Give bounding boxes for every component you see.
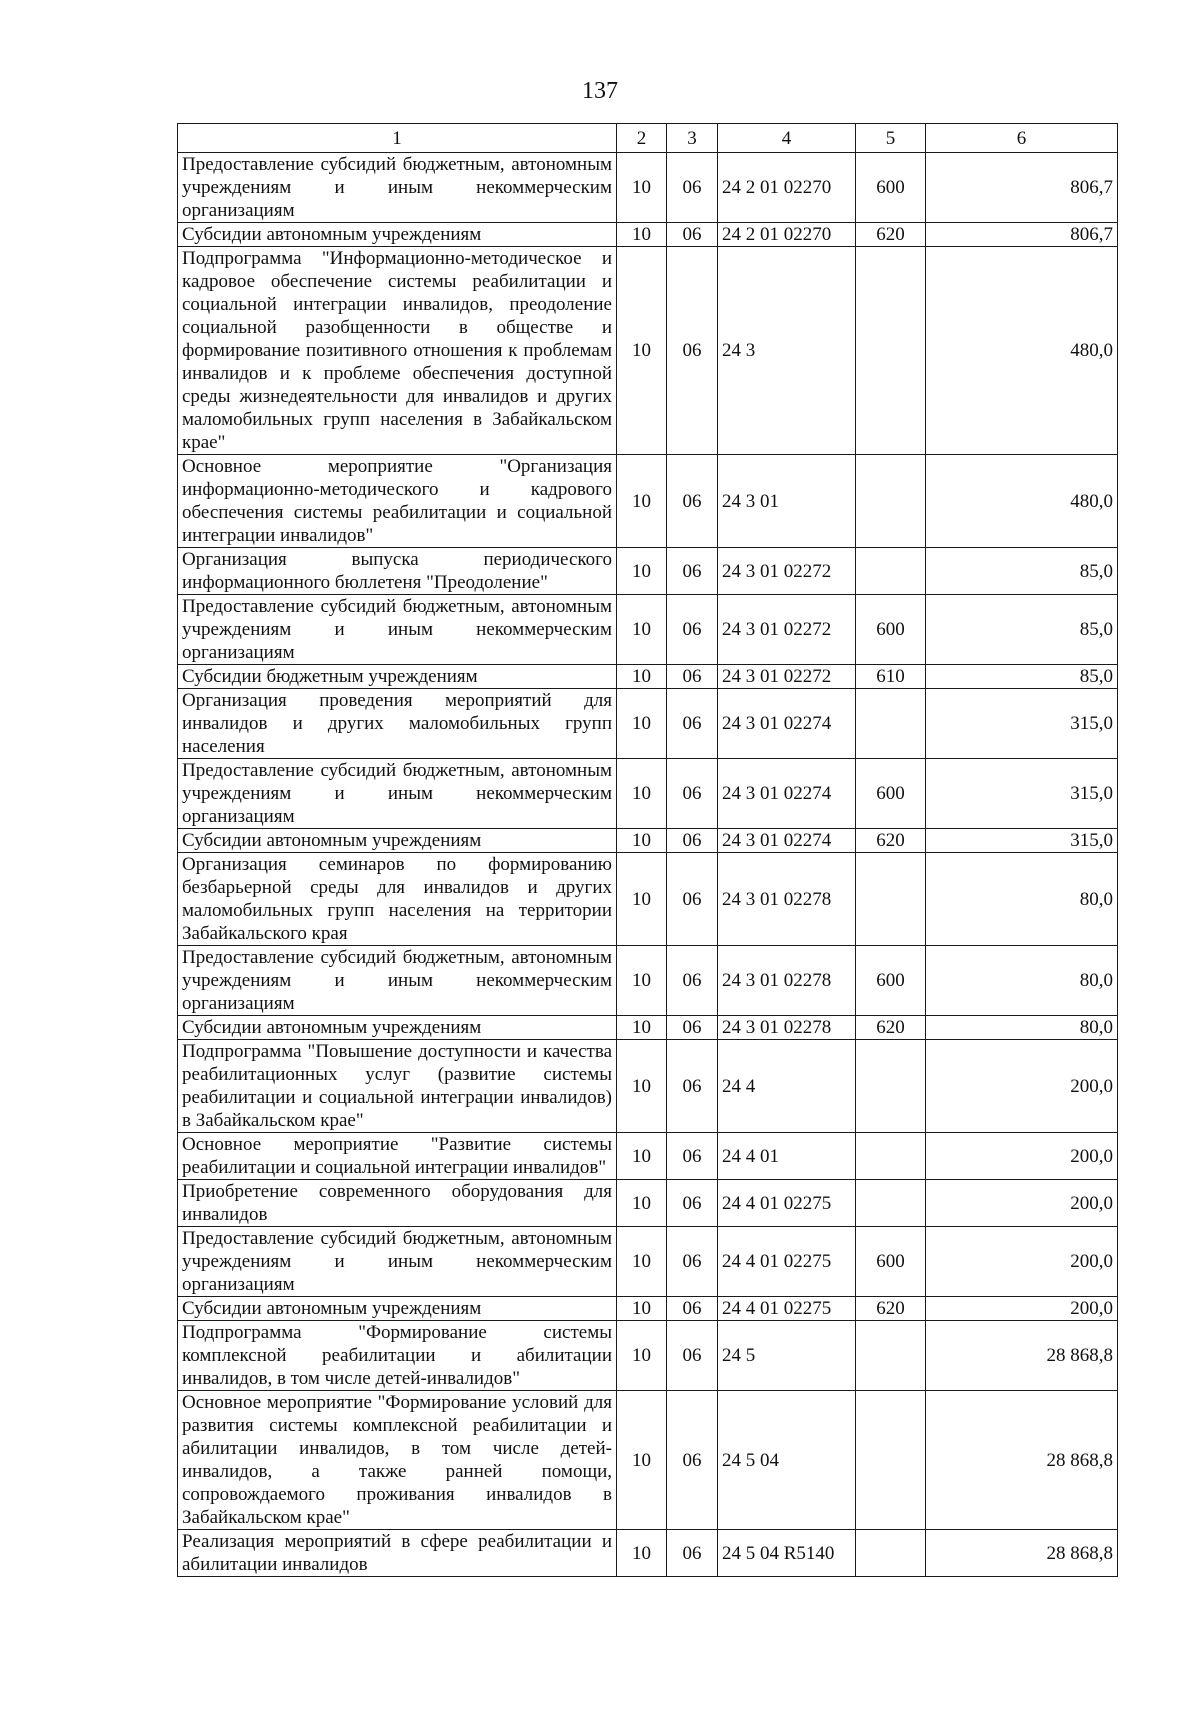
- table-row: [178, 1180, 1118, 1227]
- section-cell: 10: [617, 247, 667, 455]
- amount-cell: 480,0: [926, 455, 1118, 548]
- target-article-cell: 24 4 01 02275: [718, 1297, 856, 1321]
- amount-cell: 200,0: [926, 1297, 1118, 1321]
- table-row: [178, 548, 1118, 595]
- expense-type-cell: 620: [856, 829, 926, 853]
- expense-type-cell: [856, 247, 926, 455]
- expense-type-cell: [856, 689, 926, 759]
- budget-table: [177, 123, 1118, 1577]
- table-row: [178, 1297, 1118, 1321]
- row-name-cell: Организация выпуска периодического информационного бюллетеня "Преодоление": [178, 548, 617, 595]
- row-name-cell: Организация проведения мероприятий для инвалидов и других маломобильных групп населения: [178, 689, 617, 759]
- section-cell: 10: [617, 759, 667, 829]
- target-article-cell: 24 5: [718, 1321, 856, 1391]
- amount-cell: 28 868,8: [926, 1530, 1118, 1577]
- header-cell: 2: [617, 124, 667, 153]
- subsection-cell: 06: [667, 759, 718, 829]
- row-name-cell: Субсидии автономным учреждениям: [178, 1297, 617, 1321]
- target-article-cell: 24 4 01 02275: [718, 1180, 856, 1227]
- section-cell: 10: [617, 1297, 667, 1321]
- table-row: [178, 1391, 1118, 1530]
- header-row: [178, 124, 1118, 153]
- section-cell: 10: [617, 689, 667, 759]
- target-article-cell: 24 4: [718, 1040, 856, 1133]
- target-article-cell: 24 3 01 02272: [718, 548, 856, 595]
- target-article-cell: 24 2 01 02270: [718, 153, 856, 223]
- expense-type-cell: [856, 1530, 926, 1577]
- table-row: [178, 1321, 1118, 1391]
- section-cell: 10: [617, 1321, 667, 1391]
- row-name-cell: Предоставление субсидий бюджетным, автономным учреждениям и иным некоммерческим организациям: [178, 759, 617, 829]
- subsection-cell: 06: [667, 1297, 718, 1321]
- amount-cell: 806,7: [926, 153, 1118, 223]
- target-article-cell: 24 4 01 02275: [718, 1227, 856, 1297]
- row-name-cell: Предоставление субсидий бюджетным, автономным учреждениям и иным некоммерческим организациям: [178, 595, 617, 665]
- amount-cell: 28 868,8: [926, 1391, 1118, 1530]
- subsection-cell: 06: [667, 595, 718, 665]
- subsection-cell: 06: [667, 1040, 718, 1133]
- amount-cell: 80,0: [926, 1016, 1118, 1040]
- expense-type-cell: [856, 455, 926, 548]
- target-article-cell: 24 3 01 02274: [718, 759, 856, 829]
- row-name-cell: Предоставление субсидий бюджетным, автономным учреждениям и иным некоммерческим организациям: [178, 153, 617, 223]
- expense-type-cell: 620: [856, 223, 926, 247]
- section-cell: 10: [617, 1016, 667, 1040]
- table-row: [178, 946, 1118, 1016]
- table-body: [178, 124, 1118, 1577]
- expense-type-cell: [856, 1321, 926, 1391]
- target-article-cell: 24 5 04 R5140: [718, 1530, 856, 1577]
- row-name-cell: Субсидии автономным учреждениям: [178, 223, 617, 247]
- target-article-cell: 24 3 01 02274: [718, 829, 856, 853]
- subsection-cell: 06: [667, 853, 718, 946]
- target-article-cell: 24 2 01 02270: [718, 223, 856, 247]
- table-row: [178, 689, 1118, 759]
- expense-type-cell: 600: [856, 946, 926, 1016]
- target-article-cell: 24 3: [718, 247, 856, 455]
- row-name-cell: Основное мероприятие "Формирование условий для развития системы комплексной реабилитации и абилитации инвалидов, в том числе детей-инвалидов, а также ранней помощи, сопровождаемого проживания инвалидов в Забайкальском крае": [178, 1391, 617, 1530]
- page-number: 137: [582, 78, 618, 104]
- amount-cell: 80,0: [926, 946, 1118, 1016]
- row-name-cell: Организация семинаров по формированию безбарьерной среды для инвалидов и других маломобильных групп населения на территории Забайкальского края: [178, 853, 617, 946]
- subsection-cell: 06: [667, 1016, 718, 1040]
- subsection-cell: 06: [667, 1530, 718, 1577]
- subsection-cell: 06: [667, 1133, 718, 1180]
- target-article-cell: 24 5 04: [718, 1391, 856, 1530]
- table-row: [178, 247, 1118, 455]
- expense-type-cell: 600: [856, 759, 926, 829]
- amount-cell: 200,0: [926, 1227, 1118, 1297]
- amount-cell: 28 868,8: [926, 1321, 1118, 1391]
- section-cell: 10: [617, 1530, 667, 1577]
- row-name-cell: Предоставление субсидий бюджетным, автономным учреждениям и иным некоммерческим организациям: [178, 1227, 617, 1297]
- expense-type-cell: 600: [856, 153, 926, 223]
- target-article-cell: 24 3 01 02278: [718, 853, 856, 946]
- table-row: [178, 1133, 1118, 1180]
- row-name-cell: Приобретение современного оборудования для инвалидов: [178, 1180, 617, 1227]
- section-cell: 10: [617, 1180, 667, 1227]
- header-cell: 1: [178, 124, 617, 153]
- target-article-cell: 24 3 01 02272: [718, 595, 856, 665]
- table-row: [178, 1040, 1118, 1133]
- target-article-cell: 24 3 01 02278: [718, 1016, 856, 1040]
- row-name-cell: Основное мероприятие "Развитие системы реабилитации и социальной интеграции инвалидов": [178, 1133, 617, 1180]
- row-name-cell: Подпрограмма "Формирование системы комплексной реабилитации и абилитации инвалидов, в том числе детей-инвалидов": [178, 1321, 617, 1391]
- row-name-cell: Реализация мероприятий в сфере реабилитации и абилитации инвалидов: [178, 1530, 617, 1577]
- section-cell: 10: [617, 153, 667, 223]
- header-cell: 3: [667, 124, 718, 153]
- expense-type-cell: 620: [856, 1016, 926, 1040]
- header-cell: 5: [856, 124, 926, 153]
- expense-type-cell: [856, 1391, 926, 1530]
- amount-cell: 200,0: [926, 1180, 1118, 1227]
- table-row: [178, 595, 1118, 665]
- subsection-cell: 06: [667, 689, 718, 759]
- table-row: [178, 759, 1118, 829]
- header-cell: 4: [718, 124, 856, 153]
- row-name-cell: Основное мероприятие "Организация информационно-методического и кадрового обеспечения системы реабилитации и социальной интеграции инвалидов": [178, 455, 617, 548]
- subsection-cell: 06: [667, 548, 718, 595]
- section-cell: 10: [617, 829, 667, 853]
- table-row: [178, 455, 1118, 548]
- expense-type-cell: 600: [856, 595, 926, 665]
- amount-cell: 315,0: [926, 689, 1118, 759]
- section-cell: 10: [617, 595, 667, 665]
- target-article-cell: 24 3 01 02272: [718, 665, 856, 689]
- subsection-cell: 06: [667, 247, 718, 455]
- subsection-cell: 06: [667, 1227, 718, 1297]
- amount-cell: 200,0: [926, 1040, 1118, 1133]
- amount-cell: 480,0: [926, 247, 1118, 455]
- row-name-cell: Предоставление субсидий бюджетным, автономным учреждениям и иным некоммерческим организациям: [178, 946, 617, 1016]
- amount-cell: 85,0: [926, 548, 1118, 595]
- section-cell: 10: [617, 853, 667, 946]
- subsection-cell: 06: [667, 153, 718, 223]
- section-cell: 10: [617, 665, 667, 689]
- subsection-cell: 06: [667, 1180, 718, 1227]
- row-name-cell: Подпрограмма "Информационно-методическое и кадровое обеспечение системы реабилитации и социальной интеграции инвалидов, преодоление социальной разобщенности в обществе и формирование позитивного отношения к проблемам инвалидов и к проблеме обеспечения доступной среды жизнедеятельности для инвалидов и других маломобильных групп населения в Забайкальском крае": [178, 247, 617, 455]
- expense-type-cell: [856, 1180, 926, 1227]
- amount-cell: 200,0: [926, 1133, 1118, 1180]
- row-name-cell: Субсидии автономным учреждениям: [178, 1016, 617, 1040]
- section-cell: 10: [617, 1040, 667, 1133]
- header-cell: 6: [926, 124, 1118, 153]
- table-row: [178, 853, 1118, 946]
- amount-cell: 806,7: [926, 223, 1118, 247]
- table-row: [178, 153, 1118, 223]
- section-cell: 10: [617, 1133, 667, 1180]
- subsection-cell: 06: [667, 1391, 718, 1530]
- amount-cell: 85,0: [926, 595, 1118, 665]
- row-name-cell: Субсидии бюджетным учреждениям: [178, 665, 617, 689]
- target-article-cell: 24 4 01: [718, 1133, 856, 1180]
- section-cell: 10: [617, 946, 667, 1016]
- subsection-cell: 06: [667, 665, 718, 689]
- expense-type-cell: 600: [856, 1227, 926, 1297]
- subsection-cell: 06: [667, 1321, 718, 1391]
- subsection-cell: 06: [667, 946, 718, 1016]
- section-cell: 10: [617, 223, 667, 247]
- section-cell: 10: [617, 548, 667, 595]
- table-row: [178, 1016, 1118, 1040]
- table-row: [178, 1227, 1118, 1297]
- expense-type-cell: 620: [856, 1297, 926, 1321]
- amount-cell: 315,0: [926, 829, 1118, 853]
- table-row: [178, 1530, 1118, 1577]
- expense-type-cell: [856, 1040, 926, 1133]
- table-row: [178, 665, 1118, 689]
- target-article-cell: 24 3 01: [718, 455, 856, 548]
- expense-type-cell: 610: [856, 665, 926, 689]
- target-article-cell: 24 3 01 02278: [718, 946, 856, 1016]
- subsection-cell: 06: [667, 455, 718, 548]
- row-name-cell: Субсидии автономным учреждениям: [178, 829, 617, 853]
- section-cell: 10: [617, 455, 667, 548]
- target-article-cell: 24 3 01 02274: [718, 689, 856, 759]
- table-row: [178, 223, 1118, 247]
- amount-cell: 315,0: [926, 759, 1118, 829]
- section-cell: 10: [617, 1227, 667, 1297]
- expense-type-cell: [856, 853, 926, 946]
- table-row: [178, 829, 1118, 853]
- section-cell: 10: [617, 1391, 667, 1530]
- amount-cell: 85,0: [926, 665, 1118, 689]
- subsection-cell: 06: [667, 223, 718, 247]
- row-name-cell: Подпрограмма "Повышение доступности и качества реабилитационных услуг (развитие системы реабилитации и социальной интеграции инвалидов) в Забайкальском крае": [178, 1040, 617, 1133]
- expense-type-cell: [856, 1133, 926, 1180]
- amount-cell: 80,0: [926, 853, 1118, 946]
- expense-type-cell: [856, 548, 926, 595]
- subsection-cell: 06: [667, 829, 718, 853]
